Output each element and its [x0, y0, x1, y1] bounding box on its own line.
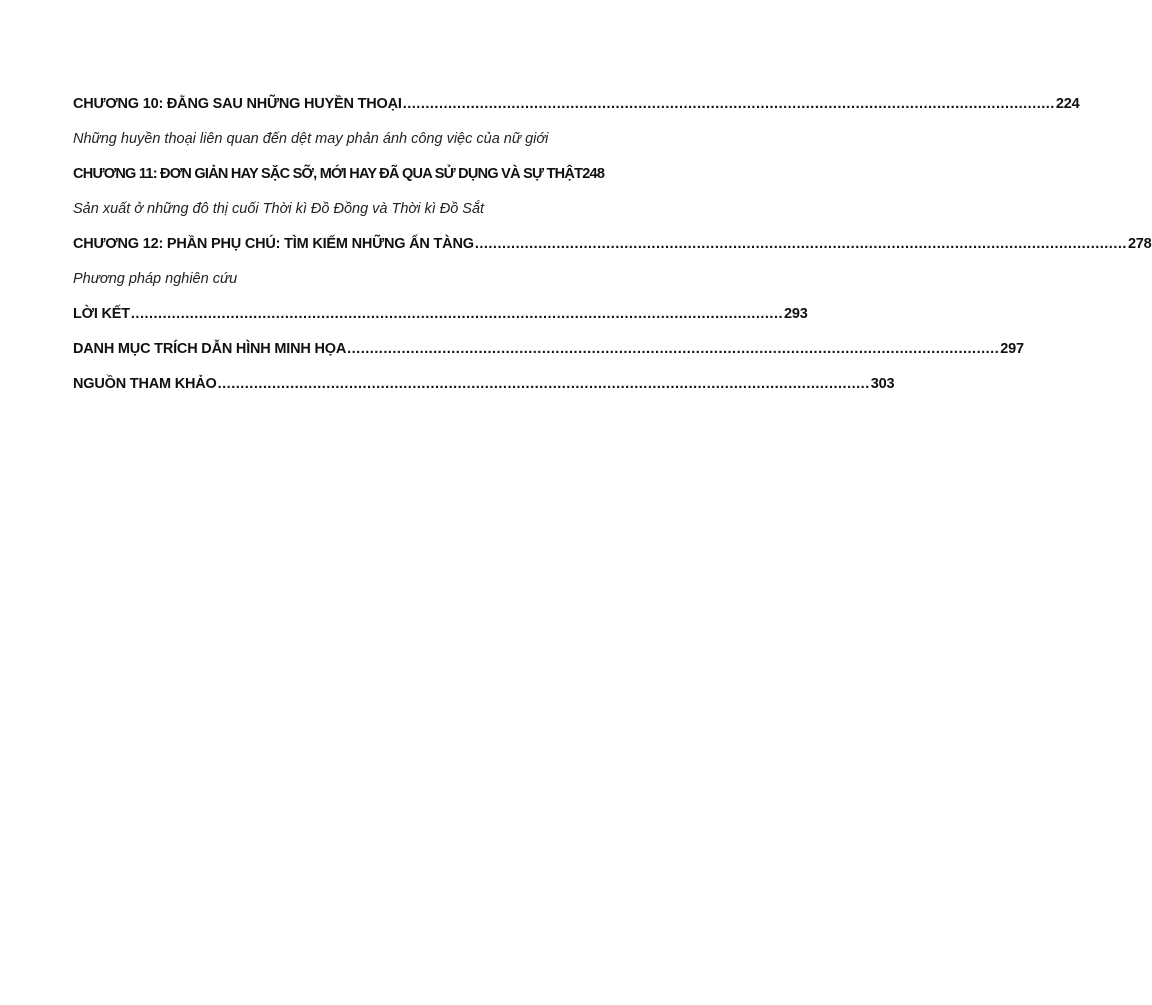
dot-leader: ................................................................................................................................................: [130, 306, 784, 322]
toc-entry-page: 297: [1000, 341, 1024, 357]
toc-entry-chapter-12[interactable]: [73, 232, 1152, 267]
toc-entry-references[interactable]: [73, 372, 895, 407]
toc-entry-page: 278: [1127, 236, 1152, 252]
toc-entry-title: DANH MỤC TRÍCH DẪN HÌNH MINH HỌA: [73, 341, 347, 357]
toc-entry-page: 293: [784, 306, 808, 322]
toc-entry-page: 303: [870, 376, 895, 392]
toc-entry-title: CHƯƠNG 10: ĐẰNG SAU NHỮNG HUYỀN THOẠI: [73, 96, 402, 112]
toc-entry-chapter-11[interactable]: [73, 162, 605, 197]
dot-leader: ................................................................................................................................................: [347, 341, 1000, 357]
toc-subtitle-chapter-10: Những huyền thoại liên quan đến dệt may phản ánh công việc của nữ giới: [73, 131, 549, 147]
toc-entry-title: NGUỒN THAM KHẢO: [73, 376, 217, 392]
toc-entry-chapter-10[interactable]: [73, 92, 1080, 127]
dot-leader: ................................................................................................................................................: [217, 376, 870, 392]
toc-entry-page: 248: [582, 166, 605, 182]
toc-entry-page: 224: [1055, 96, 1080, 112]
toc-entry-epilogue[interactable]: [73, 302, 808, 337]
toc-entry-title: CHƯƠNG 12: PHẦN PHỤ CHÚ: TÌM KIẾM NHỮNG ẨN TÀNG: [73, 236, 474, 252]
toc-entry-title: CHƯƠNG 11: ĐƠN GIẢN HAY SẶC SỠ, MỚI HAY ĐÃ QUA SỬ DỤNG VÀ SỰ THẬT: [73, 166, 583, 182]
toc-subtitle-chapter-11: Sản xuất ở những đô thị cuối Thời kì Đồ Đồng và Thời kì Đồ Sắt: [73, 201, 485, 217]
toc-entry-title: LỜI KẾT: [73, 306, 130, 322]
dot-leader: ................................................................................................................................................: [474, 236, 1127, 252]
dot-leader: ................................................................................................................................................: [402, 96, 1055, 112]
toc-entry-illustrations[interactable]: [73, 337, 1024, 372]
toc-subtitle-chapter-12: Phương pháp nghiên cứu: [73, 271, 238, 287]
table-of-contents: [73, 92, 1152, 407]
